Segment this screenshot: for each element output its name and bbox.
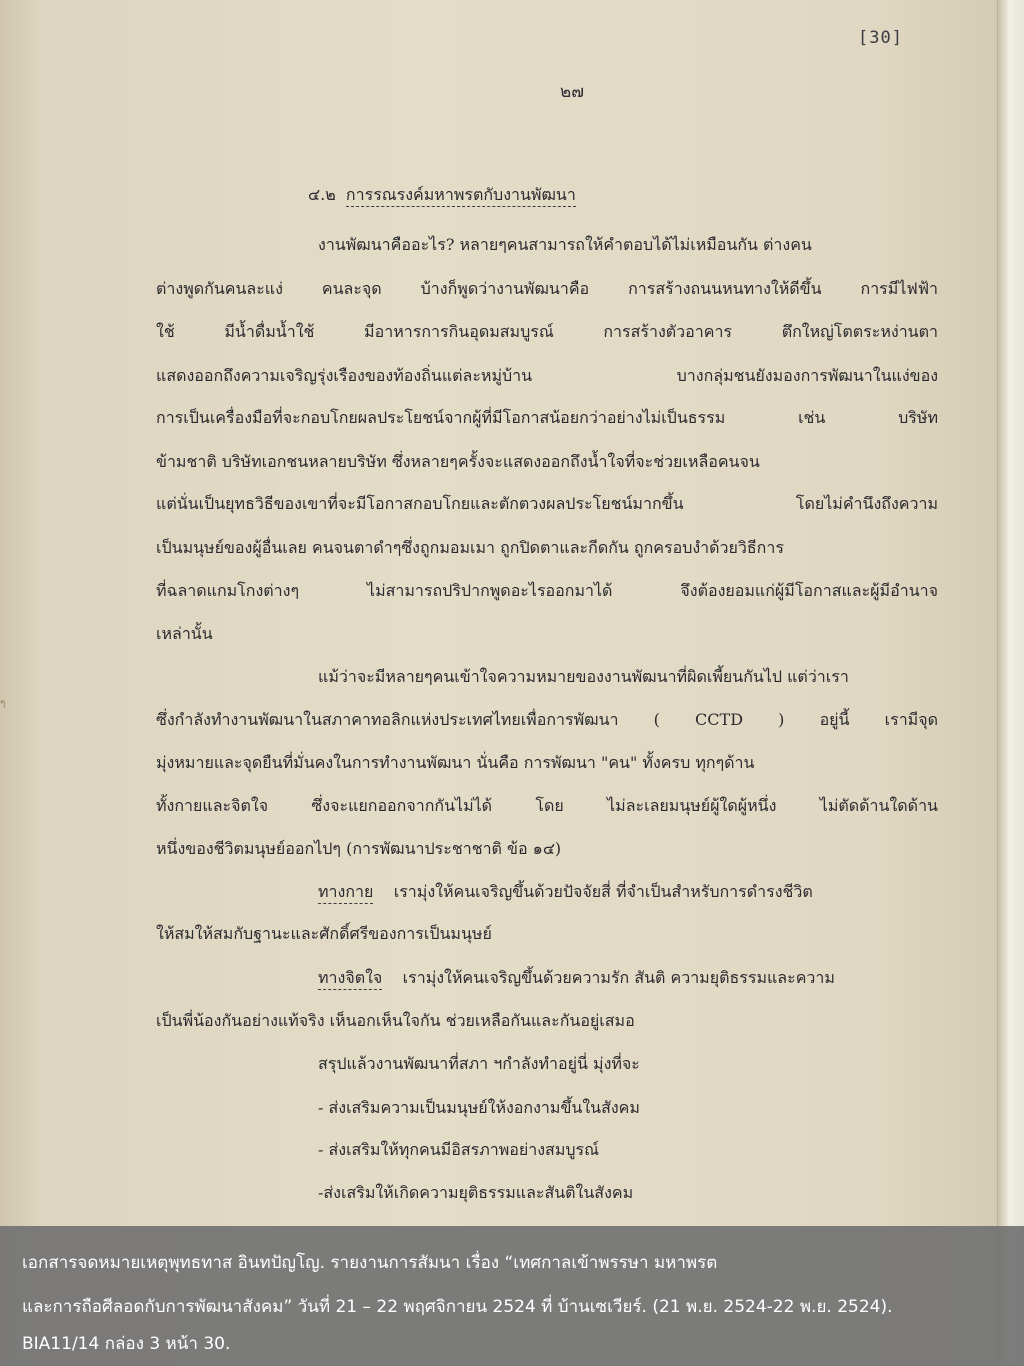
text-line: งานพัฒนาคืออะไร? หลายๆคนสามารถให้คำตอบได้ไม่เหมือนกัน ต่างคน [318,235,812,254]
text-line: ต่างพูดกันคนละแง่ คนละจุด บ้างก็พูดว่างานพัฒนาคือ การสร้างถนนหนทางให้ดีขึ้น การมีไฟฟ้า [156,279,938,298]
text-line: ที่ฉลาดแกมโกงต่างๆ ไม่สามารถปริปากพูดอะไรออกมาได้ จึงต้องยอมแก่ผู้มีโอกาสและผู้มีอำนาจ [156,581,938,600]
section-number: ๔.๒ [308,185,336,204]
label-mental: ทางจิตใจ [318,968,382,990]
text-line: การเป็นเครื่องมือที่จะกอบโกยผลประโยชน์จากผู้ที่มีโอกาสน้อยกว่าอย่างไม่เป็นธรรม เช่น บริษัท [156,408,938,427]
book-spine-edge [997,0,1024,1366]
text-line: เหล่านั้น [156,624,213,643]
text-line: เป็นมนุษย์ของผู้อื่นเลย คนจนตาดำๆซึ่งถูกมอมเมา ถูกปิดตาและกีดกัน ถูกครอบงำด้วยวิธีการ [156,538,784,557]
text-line: ข้ามชาติ บริษัทเอกชนหลายบริษัท ซึ่งหลายๆครั้งจะแสดงออกถึงน้ำใจที่จะช่วยเหลือคนจน [156,452,760,471]
text-line-mental [318,966,938,990]
margin-mark: ๆ [0,698,6,709]
text-line: ทั้งกายและจิตใจ ซึ่งจะแยกออกจากกันไม่ได้ โดย ไม่ละเลยมนุษย์ผู้ใดผู้หนึ่ง ไม่ตัดด้านใดด้าน [156,796,938,815]
text-line: แม้ว่าจะมีหลายๆคนเข้าใจความหมายของงานพัฒนาที่ผิดเพี้ยนกันไป แต่ว่าเรา [318,667,849,686]
bullet-item: - ส่งเสริมให้ทุกคนมีอิสรภาพอย่างสมบูรณ์ [318,1140,599,1159]
bullet-item: - ส่งเสริมความเป็นมนุษย์ให้งอกงามขึ้นในสังคม [318,1098,640,1117]
text-line: มุ่งหมายและจุดยืนที่มั่นคงในการทำงานพัฒนา นั่นคือ การพัฒนา "คน" ทั้งครบ ทุกๆด้าน [156,753,755,772]
caption-line-2: และการถือศีลอดกับการพัฒนาสังคม” วันที่ 21 – 22 พฤศจิกายน 2524 ที่ บ้านเซเวียร์. (21 พ.ย. 2524-22 พ.ย. 2524). [22,1297,893,1317]
text-line: แต่นั่นเป็นยุทธวิธีของเขาที่จะมีโอกาสกอบโกยและตักตวงผลประโยชน์มากขึ้น โดยไม่คำนึงถึงความ [156,494,938,513]
section-title: การรณรงค์มหาพรตกับงานพัฒนา [346,185,576,207]
page-number: ๒๗ [560,82,584,102]
text-line: ใช้ มีน้ำดื่มน้ำใช้ มีอาหารการกินอุดมสมบูรณ์ การสร้างตัวอาคาร ตึกใหญ่โตตระหง่านตา [156,322,938,341]
text-line: เป็นพี่น้องกันอย่างแท้จริง เห็นอกเห็นใจกัน ช่วยเหลือกันและกันอยู่เสมอ [156,1011,635,1030]
section-heading [308,183,576,208]
text-line: ให้สมให้สมกับฐานะและศักดิ์ศรีของการเป็นมนุษย์ [156,924,492,943]
bullet-item: -ส่งเสริมให้เกิดความยุติธรรมและสันติในสังคม [318,1183,634,1202]
caption-overlay [0,1226,1024,1366]
caption-line-1: เอกสารจดหมายเหตุพุทธทาส อินทปัญโญ. รายงานการสัมนา เรื่อง “เทศกาลเข้าพรรษา มหาพรต [22,1253,718,1273]
text-line: แสดงออกถึงความเจริญรุ่งเรืองของท้องถิ่นแต่ละหมู่บ้าน บางกลุ่มชนยังมองการพัฒนาในแง่ของ [156,366,938,385]
archive-page-number: [30] [858,28,903,48]
text-line: สรุปแล้วงานพัฒนาที่สภา ฯกำลังทำอยู่นี่ มุ่งที่จะ [318,1054,640,1073]
text-line: ซึ่งกำลังทำงานพัฒนาในสภาคาทอลิกแห่งประเทศไทยเพื่อการพัฒนา ( CCTD ) อยู่นี้ เรามีจุด [156,710,938,729]
text-line: หนึ่งของชีวิตมนุษย์ออกไปๆ (การพัฒนาประชาชาติ ข้อ ๑๔) [156,839,562,858]
text-line-physical [318,880,938,904]
caption-line-3: BIA11/14 กล่อง 3 หน้า 30. [22,1334,231,1354]
text-mental: เรามุ่งให้คนเจริญขึ้นด้วยความรัก สันติ ความยุติธรรมและความ [402,968,835,987]
label-physical: ทางกาย [318,882,373,904]
text-physical: เรามุ่งให้คนเจริญขึ้นด้วยปัจจัยสี่ ที่จำเป็นสำหรับการดำรงชีวิต [393,882,813,901]
